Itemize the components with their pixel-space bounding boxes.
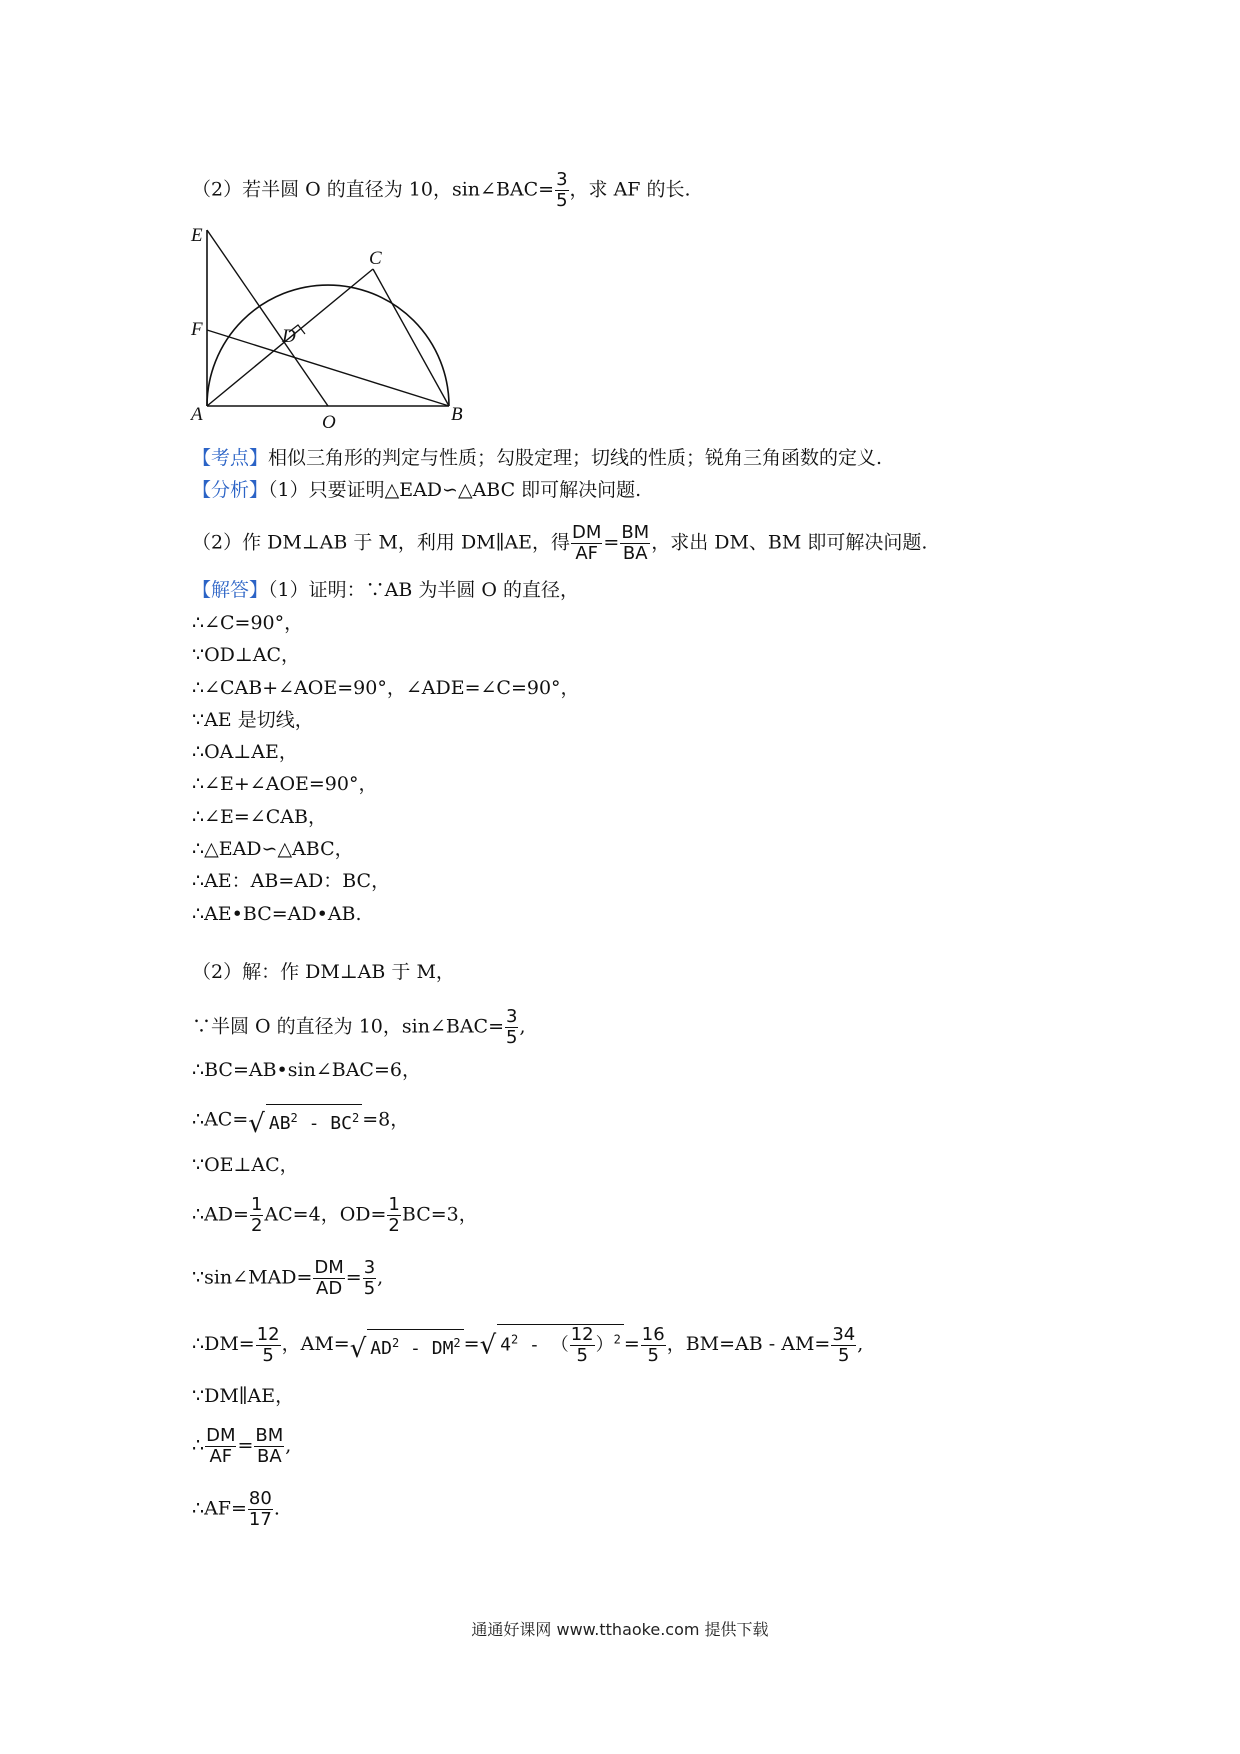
fraction: $\frac{BM}{BA}$ bbox=[255, 1425, 284, 1467]
proof-line: ∴∠CAB+∠AOE=90°，∠ADE=∠C=90°， bbox=[192, 677, 580, 699]
problem-q2 bbox=[192, 170, 691, 211]
proof-line: ∴OA⊥AE， bbox=[192, 741, 298, 763]
fraction: $\frac{1}{2}$ bbox=[250, 1194, 263, 1236]
fraction: $\frac{1}{2}$ bbox=[388, 1194, 400, 1236]
q2-suffix: ，求 AF 的长. bbox=[569, 178, 691, 201]
part2-line-6: ∴AD= $\frac{1}{2}$ AC=4，OD= $\frac{1}{2}$ BC=3， bbox=[192, 1194, 478, 1236]
part2-line-8: ∴DM= $\frac{12}{5}$ ，AM=√ $AD^2 - DM^2$ =√ $4^2$ - （ $\frac{12}{5}$ ）$^2$ = $\frac{16}{5}$ ，BM=AB - AM= $\frac{34}{5}$ , bbox=[192, 1323, 864, 1366]
proof-line: ∵AE 是切线， bbox=[192, 709, 314, 731]
fraction: $\frac{34}{5}$ bbox=[832, 1323, 856, 1366]
part2-line-1: （2）解：作 DM⊥AB 于 M， bbox=[192, 961, 455, 983]
label-e: E bbox=[191, 225, 203, 246]
fraction: $\frac{DM}{AF}$ bbox=[572, 522, 602, 564]
label-b: B bbox=[451, 404, 463, 425]
part2-line-10: ∴ $\frac{DM}{AF}$ = $\frac{BM}{BA}$ , bbox=[192, 1425, 292, 1467]
fraction: $\frac{80}{17}$ bbox=[248, 1488, 272, 1530]
fraction: $\frac{16}{5}$ bbox=[641, 1323, 665, 1366]
proof-line: ∴△EAD∽△ABC， bbox=[192, 838, 354, 860]
line-eo bbox=[207, 230, 328, 406]
fraction: $\frac{DM}{AD}$ bbox=[314, 1257, 344, 1299]
fraction: $\frac{12}{5}$ bbox=[256, 1323, 280, 1366]
proof-line: ∴AE•BC=AD•AB. bbox=[192, 903, 362, 925]
part2-line-2: ∵半圆 O 的直径为 10，sin∠BAC= $\frac{3}{5}$ , bbox=[192, 1006, 526, 1048]
fraction: $\frac{BM}{BA}$ bbox=[621, 522, 650, 564]
label-a: A bbox=[191, 404, 203, 425]
fraction: $\frac{DM}{AF}$ bbox=[206, 1425, 236, 1467]
jieda-tag: 【解答】 bbox=[192, 579, 269, 601]
kaodian bbox=[192, 446, 882, 470]
fenxi-p1 bbox=[192, 478, 641, 502]
page-footer: 通通好课网 www.tthaoke.com 提供下载 bbox=[471, 1620, 769, 1639]
label-f: F bbox=[191, 319, 203, 340]
fraction: $\frac{3}{5}$ bbox=[556, 169, 568, 211]
fraction: $\frac{3}{5}$ bbox=[363, 1257, 376, 1299]
sqrt: √ $AB^2 - BC^2$ bbox=[248, 1104, 362, 1137]
q2-prefix: （2）若半圆 O 的直径为 10，sin∠BAC= bbox=[192, 178, 555, 201]
kaodian-text: 相似三角形的判定与性质；勾股定理；切线的性质；锐角三角函数的定义. bbox=[268, 447, 883, 469]
part2-line-3: ∴BC=AB•sin∠BAC=6， bbox=[192, 1059, 421, 1081]
proof-line: ∵OD⊥AC， bbox=[192, 644, 301, 666]
label-d: D bbox=[282, 326, 296, 347]
proof-line: ∴∠E=∠CAB， bbox=[192, 806, 327, 828]
kaodian-tag: 【考点】 bbox=[192, 447, 269, 469]
fraction: $\frac{12}{5}$ bbox=[570, 1324, 594, 1366]
sqrt: √ $AD^2 - DM^2$ bbox=[350, 1329, 464, 1362]
jieda-first: 【解答】（1）证明：∵AB 为半圆 O 的直径， bbox=[192, 579, 579, 601]
label-o: O bbox=[322, 412, 336, 433]
fenxi-tag: 【分析】 bbox=[192, 479, 269, 501]
proof-line: ∴∠C=90°， bbox=[192, 612, 304, 634]
sqrt: √ $4^2$ - （ $\frac{12}{5}$ ）$^2$ bbox=[480, 1324, 624, 1366]
fenxi-text-1: （1）只要证明△EAD∽△ABC 即可解决问题. bbox=[268, 479, 642, 501]
part2-line-4: ∴AC=√ $AB^2 - BC^2 =8$， bbox=[192, 1104, 409, 1137]
semicircle-arc bbox=[207, 285, 449, 406]
geometry-figure bbox=[188, 222, 468, 434]
part2-line-7: ∵sin∠MAD= $\frac{DM}{AD}$ = $\frac{3}{5}$ , bbox=[192, 1257, 384, 1299]
proof-line: ∴AE：AB=AD：BC， bbox=[192, 870, 391, 892]
fraction: $\frac{3}{5}$ bbox=[506, 1006, 518, 1048]
part2-line-9: ∵DM∥AE， bbox=[192, 1385, 295, 1407]
label-c: C bbox=[369, 248, 382, 269]
part2-line-5: ∵OE⊥AC， bbox=[192, 1154, 299, 1176]
fenxi-p2: （2）作 DM⊥AB 于 M，利用 DM∥AE，得 $\frac{DM}{AF}$ = $\frac{BM}{BA}$ ，求出 DM、BM 即可解决问题. bbox=[192, 522, 928, 564]
part2-line-11: ∴AF= $\frac{80}{17}$ . bbox=[192, 1488, 280, 1530]
proof-line: ∴∠E+∠AOE=90°， bbox=[192, 773, 378, 795]
